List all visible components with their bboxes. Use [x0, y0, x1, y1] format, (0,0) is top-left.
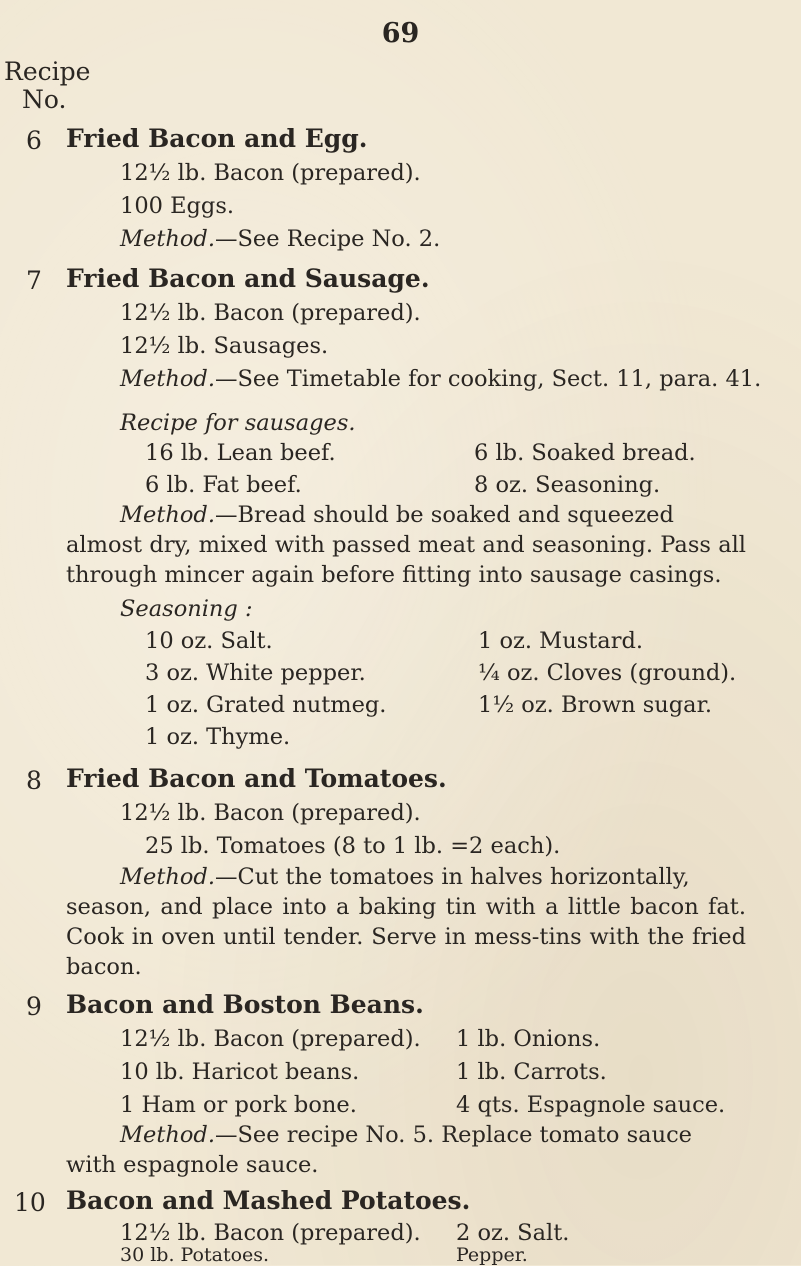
ingredient: 12½ lb. Bacon (prepared). — [120, 1026, 421, 1052]
sausage-ingredient: 16 lb. Lean beef. — [145, 440, 336, 466]
ingredient: Pepper. — [456, 1244, 528, 1266]
method-rest: with espagnole sauce. — [66, 1152, 319, 1178]
recipe-number: 10 — [14, 1188, 46, 1217]
column-header — [4, 58, 90, 114]
ingredient: 12½ lb. Bacon (prepared). — [120, 160, 421, 186]
seasoning-item: 1 oz. Grated nutmeg. — [145, 692, 387, 718]
seasoning-item: ¼ oz. Cloves (ground). — [478, 660, 737, 686]
recipe-title: Fried Bacon and Egg. — [66, 124, 368, 153]
seasoning-label: Seasoning : — [120, 596, 253, 622]
ingredient: 12½ lb. Bacon (prepared). — [120, 800, 421, 826]
ingredient: 30 lb. Potatoes. — [120, 1244, 270, 1266]
method-line1: —Cut the tomatoes in halves horizontally, — [215, 864, 690, 890]
method-label: Method. — [120, 366, 215, 392]
sausage-ingredient: 6 lb. Fat beef. — [145, 472, 302, 498]
method — [66, 1120, 746, 1182]
recipe-title: Fried Bacon and Sausage. — [66, 264, 430, 293]
ingredient: 4 qts. Espagnole sauce. — [456, 1092, 726, 1118]
method-label: Method. — [120, 502, 215, 528]
method-rest: almost dry, mixed with passed meat and seasoning. Pass all through mincer again before fitting into sausage casings. — [66, 532, 746, 588]
ingredient: 100 Eggs. — [120, 193, 235, 219]
ingredient: 1 lb. Carrots. — [456, 1059, 607, 1085]
recipe-number: 7 — [26, 266, 42, 295]
sausage-ingredient: 6 lb. Soaked bread. — [474, 440, 696, 466]
recipe-number: 8 — [26, 766, 42, 795]
method-line — [120, 366, 761, 392]
method — [66, 862, 746, 982]
sausage-method — [66, 500, 746, 590]
recipe-number: 6 — [26, 126, 42, 155]
seasoning-item: 3 oz. White pepper. — [145, 660, 366, 686]
recipe-title: Fried Bacon and Tomatoes. — [66, 764, 447, 793]
ingredient: 12½ lb. Bacon (prepared). — [120, 1220, 421, 1246]
method-label: Method. — [120, 864, 215, 890]
ingredient: 1 Ham or pork bone. — [120, 1092, 357, 1118]
ingredient: 25 lb. Tomatoes (8 to 1 lb. =2 each). — [145, 833, 561, 859]
recipe-number: 9 — [26, 992, 42, 1021]
seasoning-item: 10 oz. Salt. — [145, 628, 273, 654]
recipe-title: Bacon and Boston Beans. — [66, 990, 424, 1019]
ingredient: 12½ lb. Sausages. — [120, 333, 329, 359]
method-line1: —Bread should be soaked and squeezed — [215, 502, 674, 528]
method-label: Method. — [120, 226, 215, 252]
method-rest: season, and place into a baking tin with a little bacon fat. Cook in oven until tender. Serve in mess-tins with the fried bacon. — [66, 894, 746, 980]
recipe-title: Bacon and Mashed Potatoes. — [66, 1186, 471, 1215]
method-label: Method. — [120, 1122, 215, 1148]
method-text: —See Timetable for cooking, Sect. 11, para. 41. — [215, 366, 762, 392]
ingredient: 1 lb. Onions. — [456, 1026, 601, 1052]
sub-heading: Recipe for sausages. — [120, 410, 356, 436]
seasoning-item: 1½ oz. Brown sugar. — [478, 692, 713, 718]
page-number: 69 — [381, 18, 420, 49]
header-no: No. — [22, 85, 67, 114]
ingredient: 2 oz. Salt. — [456, 1220, 570, 1246]
seasoning-item: 1 oz. Thyme. — [145, 724, 291, 750]
method-line1: —See recipe No. 5. Replace tomato sauce — [215, 1122, 692, 1148]
sausage-ingredient: 8 oz. Seasoning. — [474, 472, 661, 498]
ingredient: 12½ lb. Bacon (prepared). — [120, 300, 421, 326]
method-line — [120, 226, 440, 252]
header-recipe: Recipe — [4, 57, 91, 86]
seasoning-item: 1 oz. Mustard. — [478, 628, 644, 654]
ingredient: 10 lb. Haricot beans. — [120, 1059, 360, 1085]
method-text: —See Recipe No. 2. — [215, 226, 441, 252]
